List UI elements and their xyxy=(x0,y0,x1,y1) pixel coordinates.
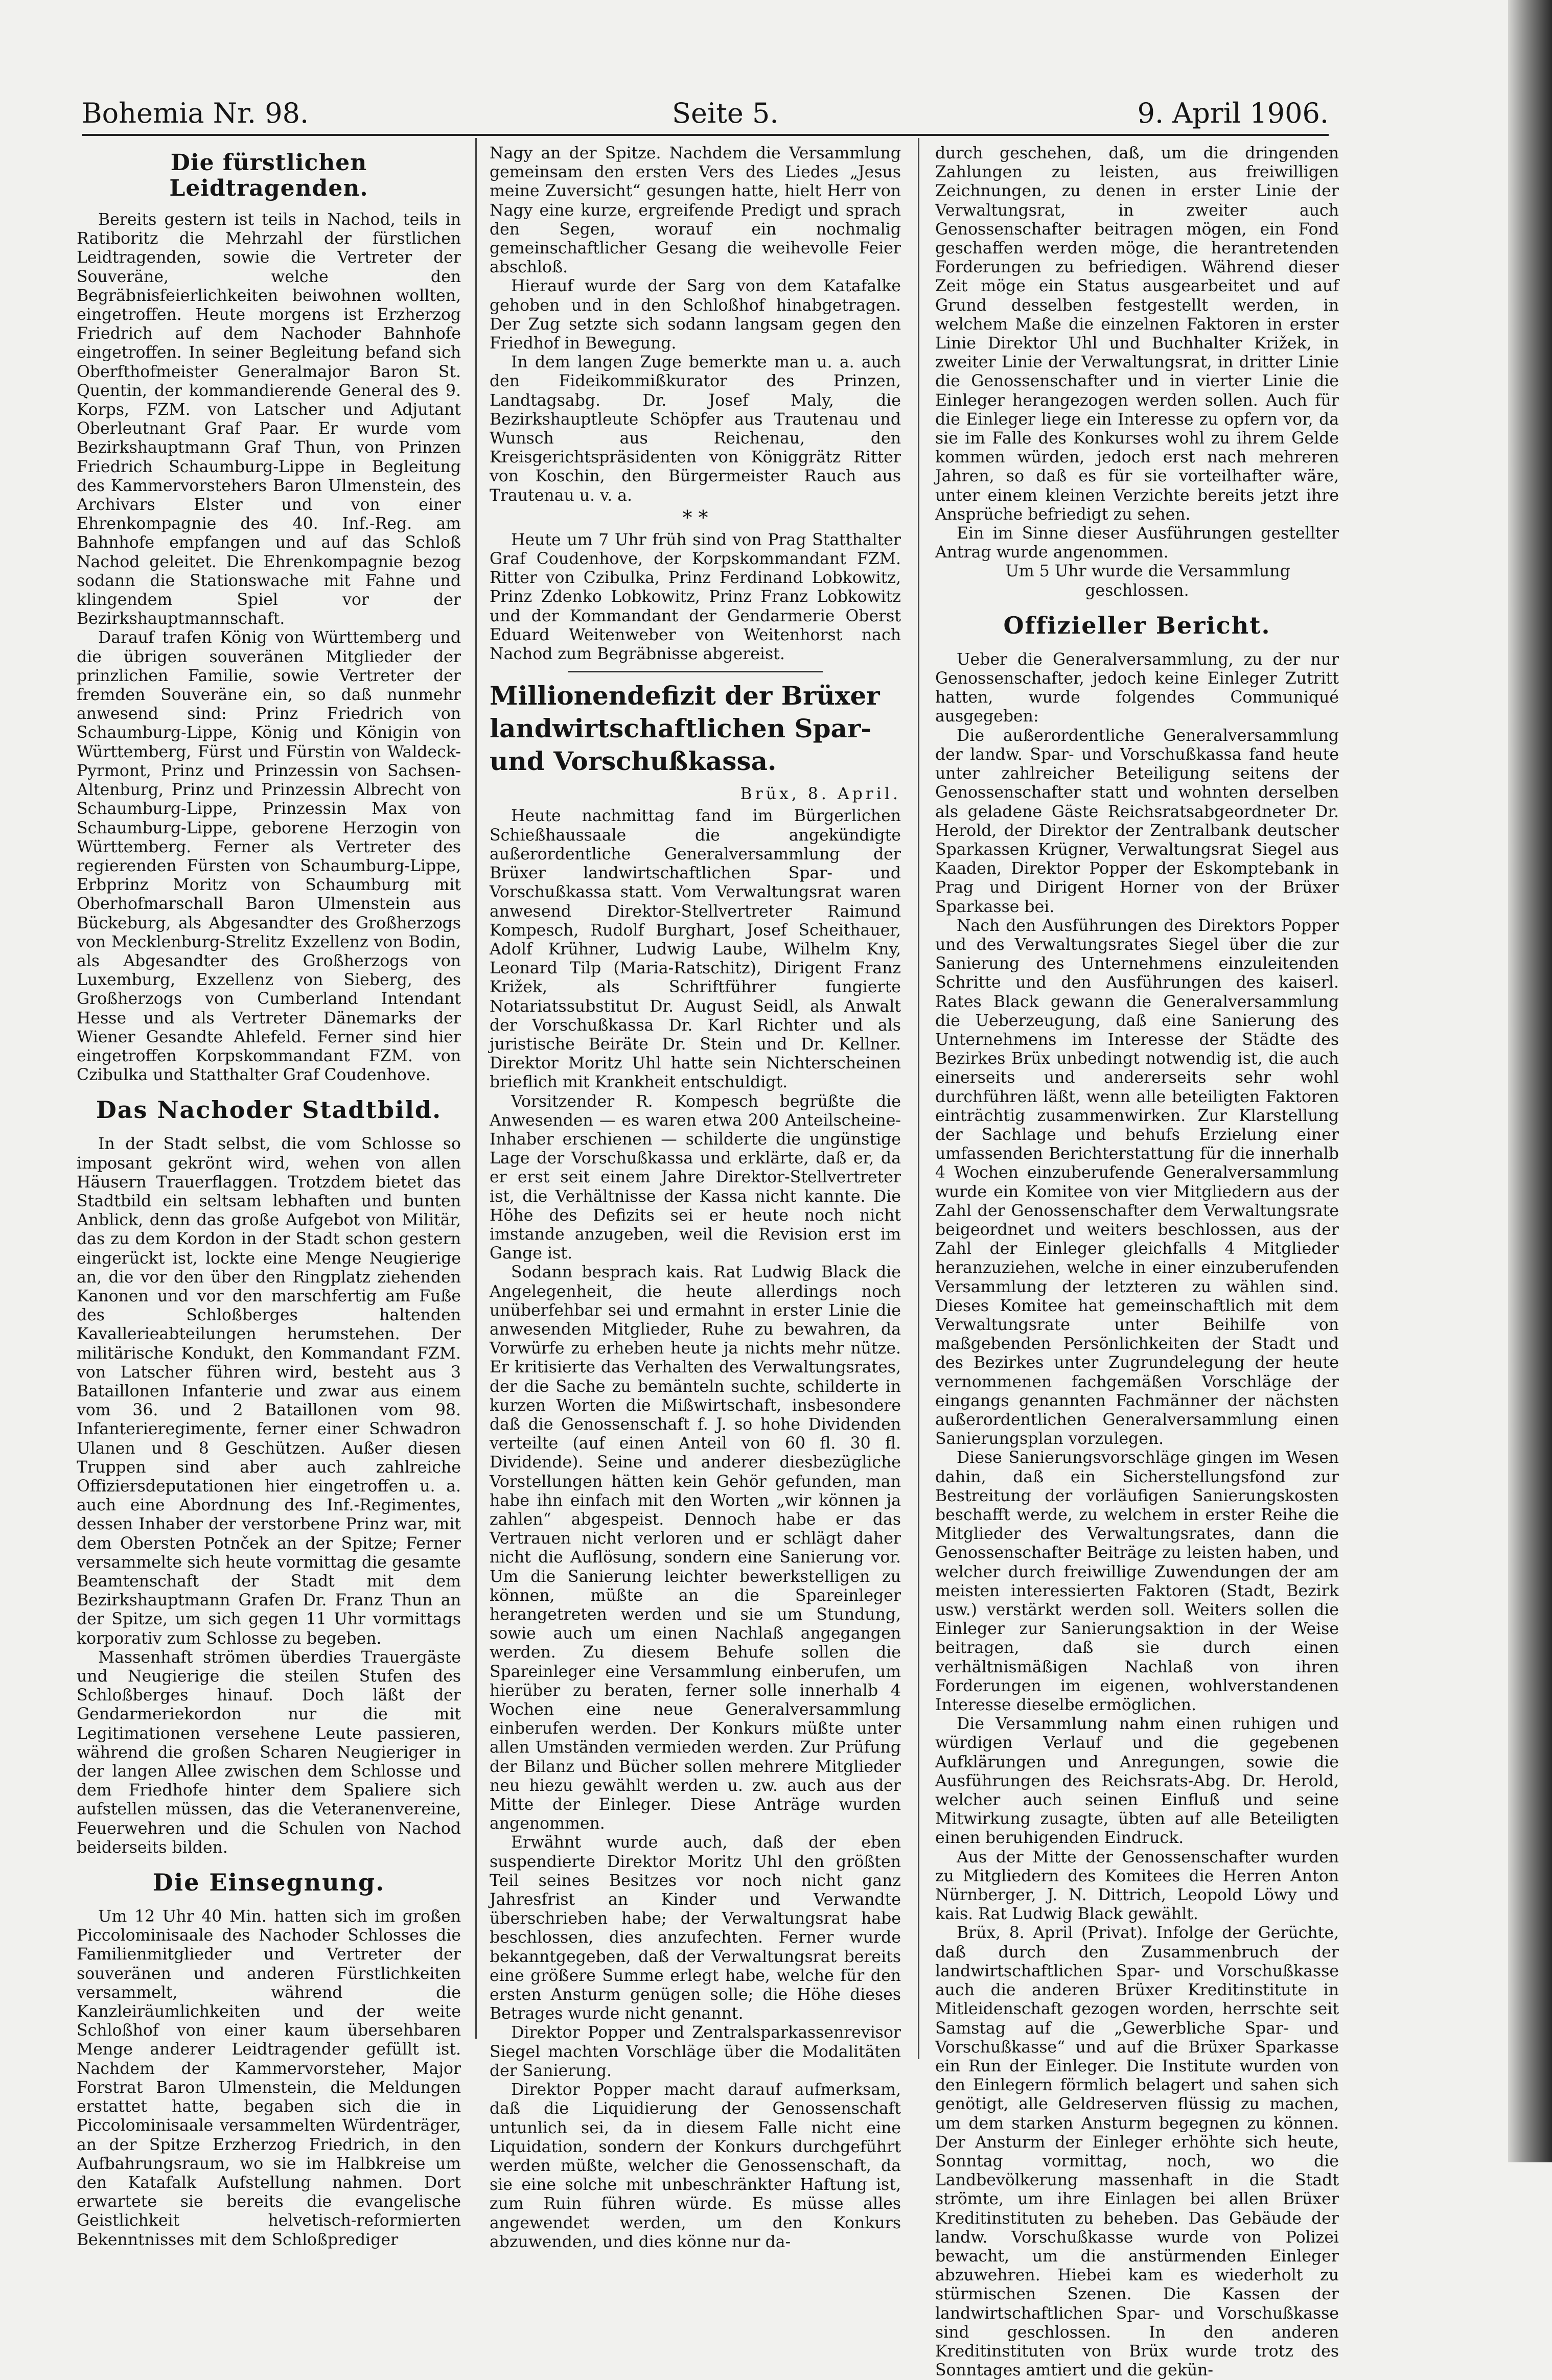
asterism-separator: * * xyxy=(682,506,708,529)
dateline: Brüx, 8. April. xyxy=(740,785,901,804)
paragraph: Heute um 7 Uhr früh sind von Prag Statthalter Graf Coudenhove, der Korpskommandant FZM. Ritter von Czibulka, Prinz Ferdinand Lobkowitz, Prinz Zdenko Lobkowitz, Prinz Franz Lobkowitz und der Kommandant der Gendarmerie Oberst Eduard Weitenweber von Weitenhorst nach Nachod zum Begräbnisse abgereist. xyxy=(490,530,901,664)
section-heading: Das Nachoder Stadtbild. xyxy=(96,1096,442,1124)
paragraph: In dem langen Zuge bemerkte man u. a. auch den Fideikommißkurator des Prinzen, Landtagsabg. Dr. Josef Maly, die Bezirkshauptleute Schöpfer aus Trautenau und Wunsch aus Reichenau, den Kreisgerichtspräsidenten von Königgrätz Ritter von Koschin, den Bürgermeister Rauch aus Trautenau u. v. a. xyxy=(490,353,901,505)
article-headline: Millionendefizit der Brüxer landwirtschaftlichen Spar- und Vorschußkassa. xyxy=(490,681,880,777)
paragraph: Die Versammlung nahm einen ruhigen und würdigen Verlauf und die gegebenen Aufklärungen und Anregungen, sowie die Ausführungen des Reichsrats-Abg. Dr. Herold, welcher auch seinen Einfluß und seine Mitwirkung zusagte, übten auf alle Beteiligten einen beruhigenden Eindruck. xyxy=(935,1715,1339,1848)
header-rule xyxy=(82,134,1329,136)
paragraph: Massenhaft strömen überdies Trauergäste und Neugierige die steilen Stufen des Schloßberges hinauf. Doch läßt der Gendarmeriekordon nur die mit Legitimationen versehene Leute passieren, während die großen Scharen Neugieriger in der langen Allee zwischen dem Schlosse und dem Friedhofe hinter dem Spaliere sich aufstellen müssen, das die Veteranenvereine, Feuerwehren und die Schulen von Nachod beiderseits bilden. xyxy=(77,1648,461,1857)
paragraph: Brüx, 8. April (Privat). Infolge der Gerüchte, daß durch den Zusammenbruch der landwirtschaftlichen Spar- und Vorschußkasse auch die anderen Brüxer Kreditinstitute in Mitleidenschaft gezogen worden, herrschte seit Samstag auf die „Gewerbliche Spar- und Vorschußkasse“ und auf die Brüxer Sparkasse ein Run der Einleger. Die Institute wurden von den Einlegern förmlich belagert und sahen sich genötigt, alle Geldreserven flüssig zu machen, um dem starken Ansturm begegnen zu können. Der Ansturm der Einleger erhöhte sich heute, Sonntag vormittag, noch, wo die Landbevölkerung massenhaft in die Stadt strömte, um ihre Einlagen bei allen Brüxer Kreditinstituten zu beheben. Das Gebäude der landw. Vorschußkasse wurde von Polizei bewacht, um die anstürmenden Einleger abzuwehren. Hiebei kam es wiederholt zu stürmischen Szenen. Die Kassen der landwirtschaftlichen Spar- und Vorschußkasse sind geschlossen. In den anderen Kreditinstituten von Brüx wurde trotz des Sonntages amtiert und die gekün- xyxy=(935,1924,1339,2380)
paragraph: Ein im Sinne dieser Ausführungen gestellter Antrag wurde angenommen. xyxy=(935,524,1339,562)
paragraph: In der Stadt selbst, die vom Schlosse so imposant gekrönt wird, wehen von allen Häusern Trauerflaggen. Trotzdem bietet das Stadtbild ein seltsam lebhaften und bunten Anblick, denn das große Aufgebot von Militär, das zu dem Kordon in der Stadt schon gestern eingerückt ist, lockte eine Menge Neugierige an, die vor den über den Ringplatz ziehenden Kanonen und vor den marschfertig am Fuße des Schloßberges haltenden Kavallerieabteilungen herumstehen. Der militärische Kondukt, den Kommandant FZM. von Latscher führen wird, besteht aus 3 Bataillonen Infanterie und zwar aus einem vom 36. und 2 Bataillonen vom 98. Infanterieregimente, ferner einer Schwadron Ulanen und 8 Geschützen. Außer diesen Truppen sind aber auch zahlreiche Offiziersdeputationen hier eingetroffen u. a. auch eine Abordnung des Inf.-Regimentes, dessen Inhaber der verstorbene Prinz war, mit dem Obersten Potnček an der Spitze; Ferner versammelte sich heute vormittag die gesamte Beamtenschaft der Stadt mit dem Bezirkshauptmann Grafen Dr. Franz Thun an der Spitze, um sich gegen 11 Uhr vormittags korporativ zum Schlosse zu begeben. xyxy=(77,1135,461,1648)
paragraph: Aus der Mitte der Genossenschafter wurden zu Mitgliedern des Komitees die Herren Anton Nürnberger, J. N. Dittrich, Leopold Löwy und kais. Rat Ludwig Black gewählt. xyxy=(935,1848,1339,1924)
paragraph: Heute nachmittag fand im Bürgerlichen Schießhaussaale die angekündigte außerordentliche Generalversammlung der Brüxer landwirtschaftlichen Spar- und Vorschußkassa statt. Vom Verwaltungsrat waren anwesend Direktor-Stellvertreter Raimund Kompesch, Rudolf Burghart, Josef Scheithauer, Adolf Krühner, Ludwig Laube, Wilhelm Kny, Leonard Tilp (Maria-Ratschitz), Dirigent Franz Križek, als Schriftführer fungierte Notariatssubstitut Dr. August Seidl, als Anwalt der Vorschußkassa Dr. Karl Richter und als juristische Beiräte Dr. Stein und Dr. Kellner. Direktor Moritz Uhl hatte sein Nichterscheinen brieflich mit Krankheit entschuldigt. xyxy=(490,807,901,1092)
article-divider xyxy=(568,671,823,672)
column-rule xyxy=(475,138,477,2039)
running-head xyxy=(82,97,1329,138)
paragraph: Bereits gestern ist teils in Nachod, teils in Ratiboritz die Mehrzahl der fürstlichen Leidtragenden, sowie die Vertreter der Souveräne, welche den Begräbnisfeierlichkeiten beiwohnen wollten, eingetroffen. Heute morgens ist Erzherzog Friedrich auf dem Nachoder Bahnhofe eingetroffen. In seiner Begleitung befand sich Oberfthofmeister Generalmajor Baron St. Quentin, der kommandierende General des 9. Korps, FZM. von Latscher und Adjutant Oberleutnant Graf Paar. Er wurde vom Bezirkshauptmann Graf Thun, von Prinzen Friedrich Schaumburg-Lippe in Begleitung des Kammervorstehers Baron Ulmenstein, des Archivars Elster und von einer Ehrenkompagnie des 40. Inf.-Reg. am Bahnhofe empfangen und auf das Schloß Nachod geleitet. Die Ehrenkompagnie bezog sodann die Stationswache mit Fahne und klingendem Spiel vor der Bezirkshauptmannschaft. xyxy=(77,211,461,628)
paragraph: Direktor Popper und Zentralsparkassenrevisor Siegel machten Vorschläge über die Modalitäten der Sanierung. xyxy=(490,2023,901,2080)
column-3 xyxy=(935,144,1339,2380)
paragraph: Diese Sanierungsvorschläge gingen im Wesen dahin, daß ein Sicherstellungsfond zur Bestreitung der vorläufigen Sanierungskosten beschafft werde, zu welchem in erster Reihe die Mitglieder des Verwaltungsrates, dann die Genossenschafter Beiträge zu leisten haben, und welcher durch freiwillige Zuwendungen der am meisten interessierten Faktoren (Stadt, Bezirk usw.) verstärkt werden soll. Weiters sollen die Einleger zur Sanierungsaktion in der Weise beitragen, daß sie durch einen verhältnismäßigen Nachlaß von ihren Forderungen im eigenen, wohlverstandenen Interesse dieselbe ermöglichen. xyxy=(935,1449,1339,1715)
paragraph: Sodann besprach kais. Rat Ludwig Black die Angelegenheit, die heute allerdings noch unüberfehbar sei und ermahnt in erster Linie die anwesenden Mitglieder, Ruhe zu bewahren, da Vorwürfe zu erheben heute ja nichts mehr nütze. Er kritisierte das Verhalten des Verwaltungsrates, der die Sache zu bemänteln suchte, schilderte in kurzen Worten die Mißwirtschaft, insbesondere daß die Genossenschaft f. J. so hohe Dividenden verteilte (auf einen Anteil von 60 fl. 30 fl. Dividende). Seine und anderer diesbezügliche Vorstellungen hätten kein Gehör gefunden, man habe ihn einfach mit den Worten „wir können ja zahlen“ abgespeist. Dennoch habe er das Vertrauen nicht verloren und er schlägt daher nicht die Auflösung, sondern eine Sanierung vor. Um die Sanierung leichter bewerkstelligen zu können, müßte an die Spareinleger herangetreten werden und sie um Stundung, sowie auch um einen Nachlaß angegangen werden. Zu diesem Behufe sollen die Spareinleger eine Versammlung einberufen, um hierüber zu beraten, ferner solle innerhalb 4 Wochen eine neue Generalversammlung einberufen werden. Der Konkurs müßte unter allen Umständen vermieden werden. Zur Prüfung der Bilanz und Bücher sollen mehrere Mitglieder neu hiezu gewählt werden u. zw. auch aus der Mitte der Einleger. Diese Anträge wurden angenommen. xyxy=(490,1263,901,1833)
issue-date: 9. April 1906. xyxy=(1137,97,1329,129)
column-rule xyxy=(918,138,919,2059)
column-1 xyxy=(77,144,461,2249)
paragraph: Darauf trafen König von Württemberg und die übrigen souveränen Mitglieder der prinzlichen Familie, sowie Vertreter der fremden Souveräne ein, so daß nunmehr anwesend sind: Prinz Friedrich von Schaumburg-Lippe, König und Königin von Württemberg, Fürst und Fürstin von Waldeck-Pyrmont, Prinz und Prinzessin von Sachsen-Altenburg, Prinz und Prinzessin Albrecht von Schaumburg-Lippe, Prinzessin Max von Schaumburg-Lippe, geborene Herzogin von Württemberg. Ferner als Vertreter des regierenden Fürsten von Schaumburg-Lippe, Erbprinz Moritz von Schaumburg mit Oberhofmarschall Baron Ulmenstein aus Bückeburg, als Abgesandter des Großherzogs von Mecklenburg-Strelitz Exzellenz von Bodin, als Abgesandter des Großherzogs von Luxemburg, Exzellenz von Sieberg, des Großherzogs von Cumberland Intendant Hesse und als Vertreter Dänemarks der Wiener Gesandte Ahlefeld. Ferner sind hier eingetroffen Korpskommandant FZM. von Czibulka und Statthalter Graf Coudenhove. xyxy=(77,628,461,1085)
paragraph: Nagy an der Spitze. Nachdem die Versammlung gemeinsam den ersten Vers des Liedes „Jesus meine Zuversicht“ gesungen hatte, hielt Herr von Nagy eine kurze, ergreifende Predigt und sprach den Segen, worauf ein nochmalig gemeinschaftlicher Gesang die weihevolle Feier abschloß. xyxy=(490,144,901,277)
column-2 xyxy=(490,144,901,2251)
paragraph: Vorsitzender R. Kompesch begrüßte die Anwesenden — es waren etwa 200 Anteilscheine-Inhaber erschienen — schilderte die ungünstige Lage der Vorschußkassa und erklärte, daß er, da er erst seit einem Jahre Direktor-Stellvertreter ist, die Verhältnisse der Kassa nicht kannte. Die Höhe des Defizits sei er heute noch nicht imstande anzugeben, weil die Revision erst im Gange ist. xyxy=(490,1092,901,1263)
paragraph: Um 5 Uhr wurde die Versammlung geschlossen. xyxy=(1005,562,1290,600)
section-heading: Offizieller Bericht. xyxy=(1003,611,1271,639)
issue-number: Bohemia Nr. 98. xyxy=(82,97,309,129)
page-number: Seite 5. xyxy=(672,97,779,129)
paragraph: Direktor Popper macht darauf aufmerksam, daß die Liquidierung der Genossenschaft untunlich sei, da in diesem Falle nicht eine Liquidation, sondern der Konkurs durchgeführt werden müßte, welcher die Genossenschaft, da sie eine solche mit unbeschränkter Haftung ist, zum Ruin führen würde. Es müsse alles angewendet werden, um den Konkurs abzuwenden, und dies könne nur da- xyxy=(490,2081,901,2251)
paragraph: Um 12 Uhr 40 Min. hatten sich im großen Piccolominisaale des Nachoder Schlosses die Familienmitglieder und Vertreter der souveränen und anderen Fürstlichkeiten versammelt, während die Kanzleiräumlichkeiten und der weite Schloßhof von einer kaum übersehbaren Menge anderer Leidtragender gefüllt ist. Nachdem der Kammervorsteher, Major Forstrat Baron Ulmenstein, die Meldungen erstattet hatte, begaben sich die in Piccolominisaale versammelten Würdenträger, an der Spitze Erzherzog Friedrich, in den Aufbahrungsraum, wo sie im Halbkreise um den Katafalk Aufstellung nahmen. Dort erwartete sie bereits die evangelische Geistlichkeit helvetisch-reformierten Bekenntnisses mit dem Schloßprediger xyxy=(77,1907,461,2249)
paragraph: Ueber die Generalversammlung, zu der nur Genossenschafter, jedoch keine Einleger Zutritt hatten, wurde folgendes Communiqué ausgegeben: xyxy=(935,650,1339,726)
article-headline: Die fürstlichen Leidtragenden. xyxy=(169,150,368,201)
paragraph: Die außerordentliche Generalversammlung der landw. Spar- und Vorschußkassa fand heute unter zahlreicher Beteiligung seitens der Genossenschafter statt und wohnten derselben als geladene Gäste Reichsratsabgeordneter Dr. Herold, der Direktor der Zentralbank deutscher Sparkassen Krügner, Verwaltungsrat Siegel aus Kaaden, Direktor Popper der Eskomptebank in Prag und Dirigent Horner von der Brüxer Sparkasse bei. xyxy=(935,726,1339,916)
paragraph: durch geschehen, daß, um die dringenden Zahlungen zu leisten, aus freiwilligen Zeichnungen, zu denen in erster Linie der Verwaltungsrat, in zweiter auch Genossenschafter beitragen mögen, ein Fond geschaffen werden möge, die herantretenden Forderungen zu befriedigen. Während dieser Zeit möge ein Status ausgearbeitet und auf Grund desselben festgestellt werden, in welchem Maße die einzelnen Faktoren in erster Linie Direktor Uhl und Buchhalter Križek, in zweiter Linie der Verwaltungsrat, in dritter Linie die Genossenschafter und in vierter Linie die Einleger herangezogen werden sollen. Auch für die Einleger liege ein Interesse zu opfern vor, da sie im Falle des Konkurses wohl zu ihrem Gelde kommen würden, jedoch erst nach mehreren Jahren, so daß es für sie vorteilhafter wäre, unter einem kleinen Verzichte bereits jetzt ihre Ansprüche befriedigt zu sehen. xyxy=(935,144,1339,524)
paragraph: Erwähnt wurde auch, daß der eben suspendierte Direktor Moritz Uhl den größten Teil seines Besitzes vor noch nicht ganz Jahresfrist an Kinder und Verwandte überschrieben habe; der Verwaltungsrat habe beschlossen, dies anzufechten. Ferner wurde bekanntgegeben, daß der Verwaltungsrat bereits eine größere Summe erlegt habe, welche für den ersten Ansturm genügen solle; die Höhe dieses Betrages wurde nicht genannt. xyxy=(490,1833,901,2023)
paragraph: Hierauf wurde der Sarg von dem Katafalke gehoben und in den Schloßhof hinabgetragen. Der Zug setzte sich sodann langsam gegen den Friedhof in Bewegung. xyxy=(490,277,901,353)
scan-border xyxy=(1508,0,1552,2162)
section-heading: Die Einsegnung. xyxy=(152,1869,385,1897)
paragraph: Nach den Ausführungen des Direktors Popper und des Verwaltungsrates Siegel über die zur Sanierung des Unternehmens einzuleitenden Schritte und den Ausführungen des kaiserl. Rates Black gewann die Generalversammlung die Ueberzeugung, daß eine Sanierung des Unternehmens im Interesse der Städte des Bezirkes Brüx unbedingt notwendig ist, die auch einerseits und andererseits sehr wohl durchführen läßt, wenn alle beteiligten Faktoren einträchtig zusammenwirken. Zur Klarstellung der Sachlage und behufs Erzielung einer umfassenden Berichterstattung für die innerhalb 4 Wochen einzuberufende Generalversammlung wurde ein Komitee von vier Mitgliedern aus der Zahl der Genossenschafter dem Verwaltungsrate beigeordnet und weiters beschlossen, aus der Zahl der Einleger gleichfalls 4 Mitglieder heranzuziehen, welche in einer einzuberufenden Versammlung der letzteren zu wählen sind. Dieses Komitee hat gemeinschaftlich mit dem Verwaltungsrate unter Beihilfe von maßgebenden Persönlichkeiten der Stadt und des Bezirkes unter Zugrundelegung der heute vernommenen fachgemäßen Vorschläge der eingangs genannten Fachmänner der nächsten außerordentlichen Generalversammlung einen Sanierungsplan vorzulegen. xyxy=(935,916,1339,1449)
